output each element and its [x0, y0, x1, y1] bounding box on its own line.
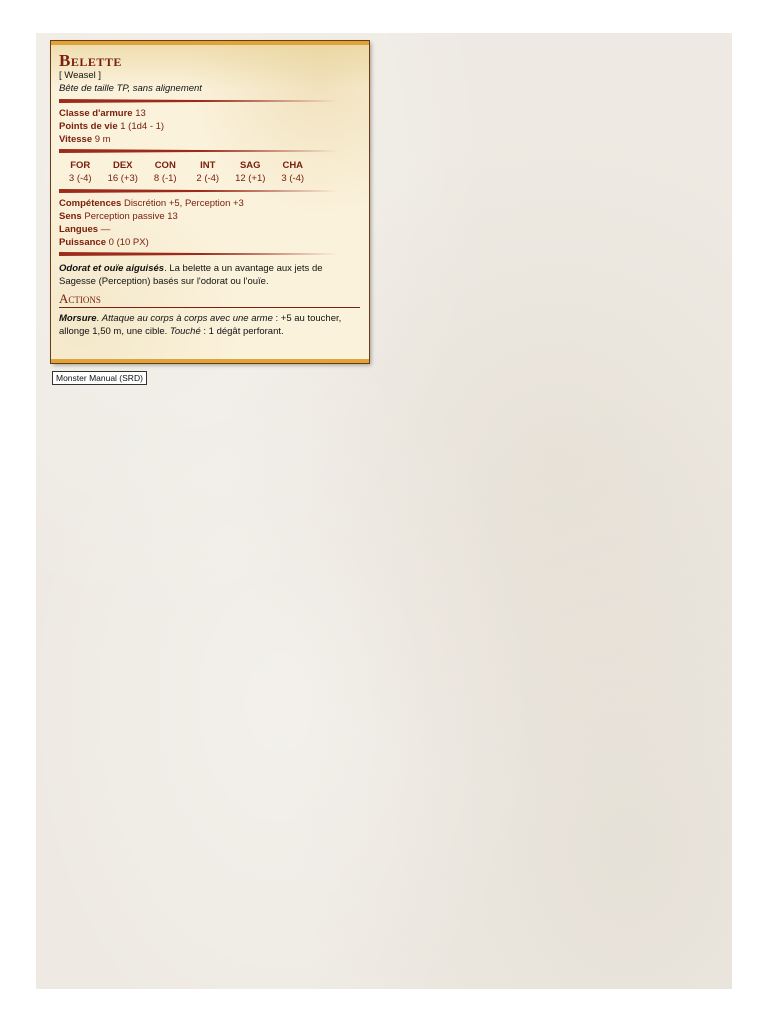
action-attack-type: Attaque au corps à corps avec une arme [101, 313, 273, 324]
ability-con [144, 159, 187, 185]
hit-points-value: 1 (1d4 - 1) [120, 121, 165, 132]
skills-value: Discrétion +5, Perception +3 [123, 198, 244, 209]
ability-wis [229, 159, 272, 185]
ability-dex [102, 159, 145, 185]
speed-line [59, 133, 361, 146]
senses-value: Perception passive 13 [84, 211, 178, 222]
divider [59, 189, 337, 193]
hit-points-line [59, 120, 361, 133]
divider [59, 99, 337, 103]
source-tag[interactable]: Monster Manual (SRD) [52, 371, 147, 385]
action-attack-text: : +5 au toucher, allonge 1,50 m, une cible. [59, 313, 342, 337]
ability-cha [272, 159, 315, 185]
ability-key: SAG [239, 160, 261, 171]
challenge-line [59, 236, 361, 249]
ability-value: 12 (+1) [235, 173, 266, 184]
armor-class-line [59, 107, 361, 120]
trait-name: Odorat et ouïe aiguisés [59, 263, 165, 274]
actions-header: Actions [59, 292, 360, 308]
ability-key: FOR [70, 160, 91, 171]
ability-int [187, 159, 230, 185]
action-separator: . [96, 313, 102, 324]
divider [59, 149, 337, 153]
action-hit-label: Touché [169, 326, 201, 337]
ability-scores [59, 157, 319, 186]
ability-value: 2 (-4) [196, 173, 220, 184]
challenge-label: Puissance [59, 237, 106, 248]
ability-value: 8 (-1) [153, 173, 177, 184]
monster-name: Belette [59, 51, 122, 70]
armor-class-value: 13 [135, 108, 146, 119]
senses-label: Sens [59, 211, 82, 222]
hit-points-label: Points de vie [59, 121, 118, 132]
armor-class-label: Classe d'armure [59, 108, 133, 119]
ability-str [59, 159, 102, 185]
ability-key: CON [154, 160, 176, 171]
trait-text: . La belette a un avantage aux jets de Sagesse (Perception) basés sur l'odorat ou l'ouïe. [59, 263, 323, 287]
languages-label: Langues [59, 224, 99, 235]
languages-line [59, 223, 361, 236]
divider [59, 252, 337, 256]
skills-label: Compétences [59, 198, 122, 209]
skills-line [59, 197, 361, 210]
action-hit-text: : 1 dégât perforant. [200, 326, 284, 337]
ability-value: 16 (+3) [107, 173, 138, 184]
speed-value: 9 m [94, 134, 111, 145]
ability-value: 3 (-4) [281, 173, 305, 184]
languages-value: — [100, 224, 111, 235]
ability-key: DEX [112, 160, 133, 171]
ability-key: INT [200, 160, 216, 171]
action-name: Morsure [59, 313, 97, 324]
action-bite [59, 312, 361, 338]
monster-type: Bête de taille TP, sans alignement [59, 83, 202, 94]
trait-keen-senses [59, 262, 361, 288]
ability-key: CHA [282, 160, 304, 171]
monster-english-name: [ Weasel ] [59, 70, 102, 81]
ability-value: 3 (-4) [68, 173, 92, 184]
speed-label: Vitesse [59, 134, 93, 145]
senses-line [59, 210, 361, 223]
monster-stat-block [51, 41, 369, 363]
challenge-value: 0 (10 PX) [108, 237, 149, 248]
